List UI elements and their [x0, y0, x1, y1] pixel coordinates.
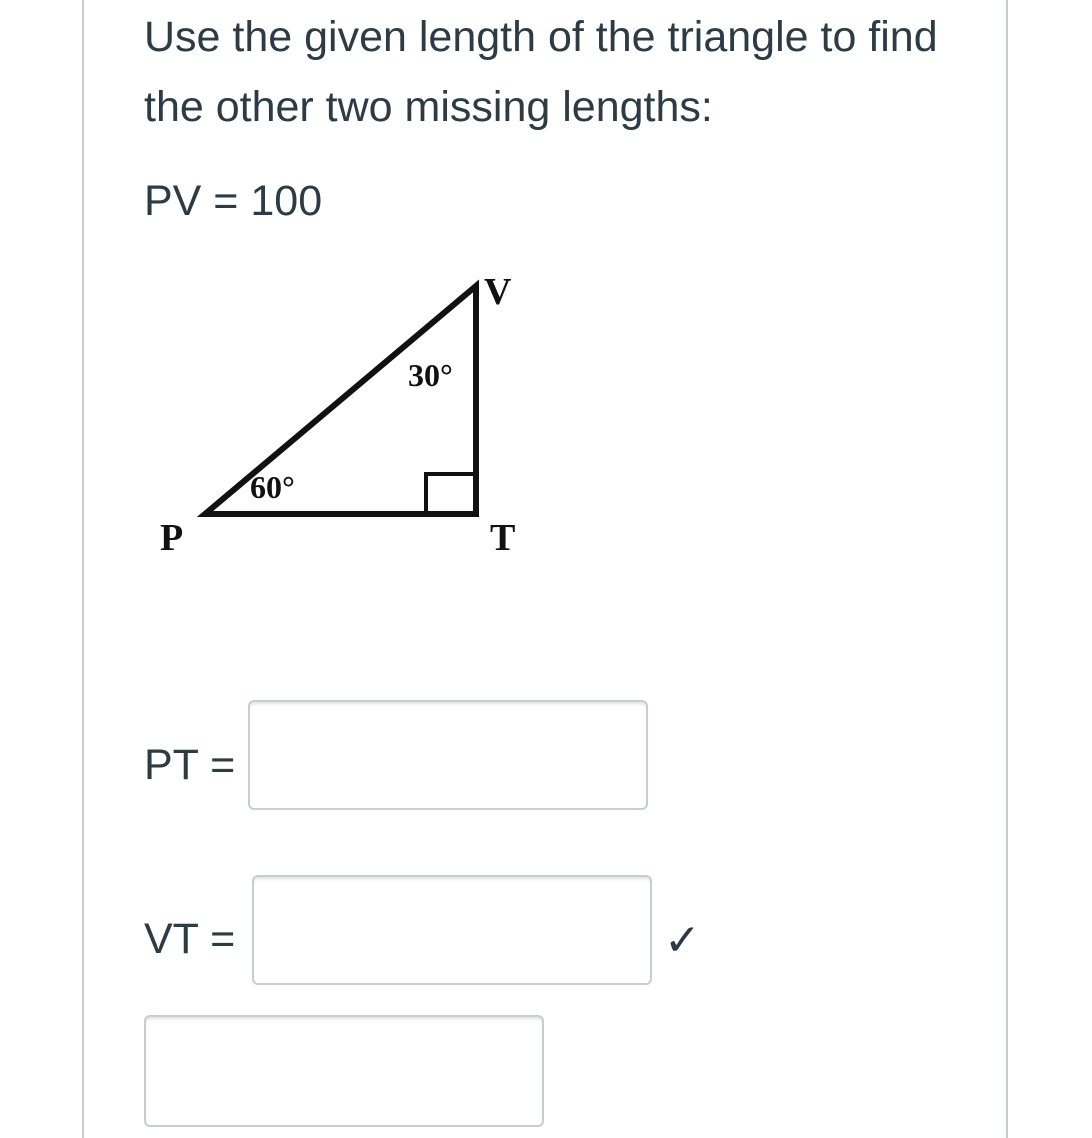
check-icon: ✓ — [664, 915, 701, 966]
question-text: Use the given length of the triangle to find the other two missing lengths: — [144, 13, 938, 131]
triangle-shape — [205, 286, 476, 514]
vertex-label-v: V — [484, 271, 512, 313]
pt-input[interactable] — [248, 700, 648, 810]
vertex-label-t: T — [490, 517, 516, 559]
angle-label-v: 30° — [408, 357, 453, 393]
right-angle-mark — [426, 474, 476, 514]
extra-answer-input[interactable] — [144, 1015, 544, 1127]
pt-label: PT = — [144, 741, 236, 789]
triangle-diagram — [140, 262, 580, 562]
angle-label-p: 60° — [250, 469, 295, 505]
given-length: PV = 100 — [144, 177, 323, 225]
vt-input[interactable] — [252, 875, 652, 985]
vt-label: VT = — [144, 915, 236, 963]
vertex-label-p: P — [160, 517, 184, 559]
